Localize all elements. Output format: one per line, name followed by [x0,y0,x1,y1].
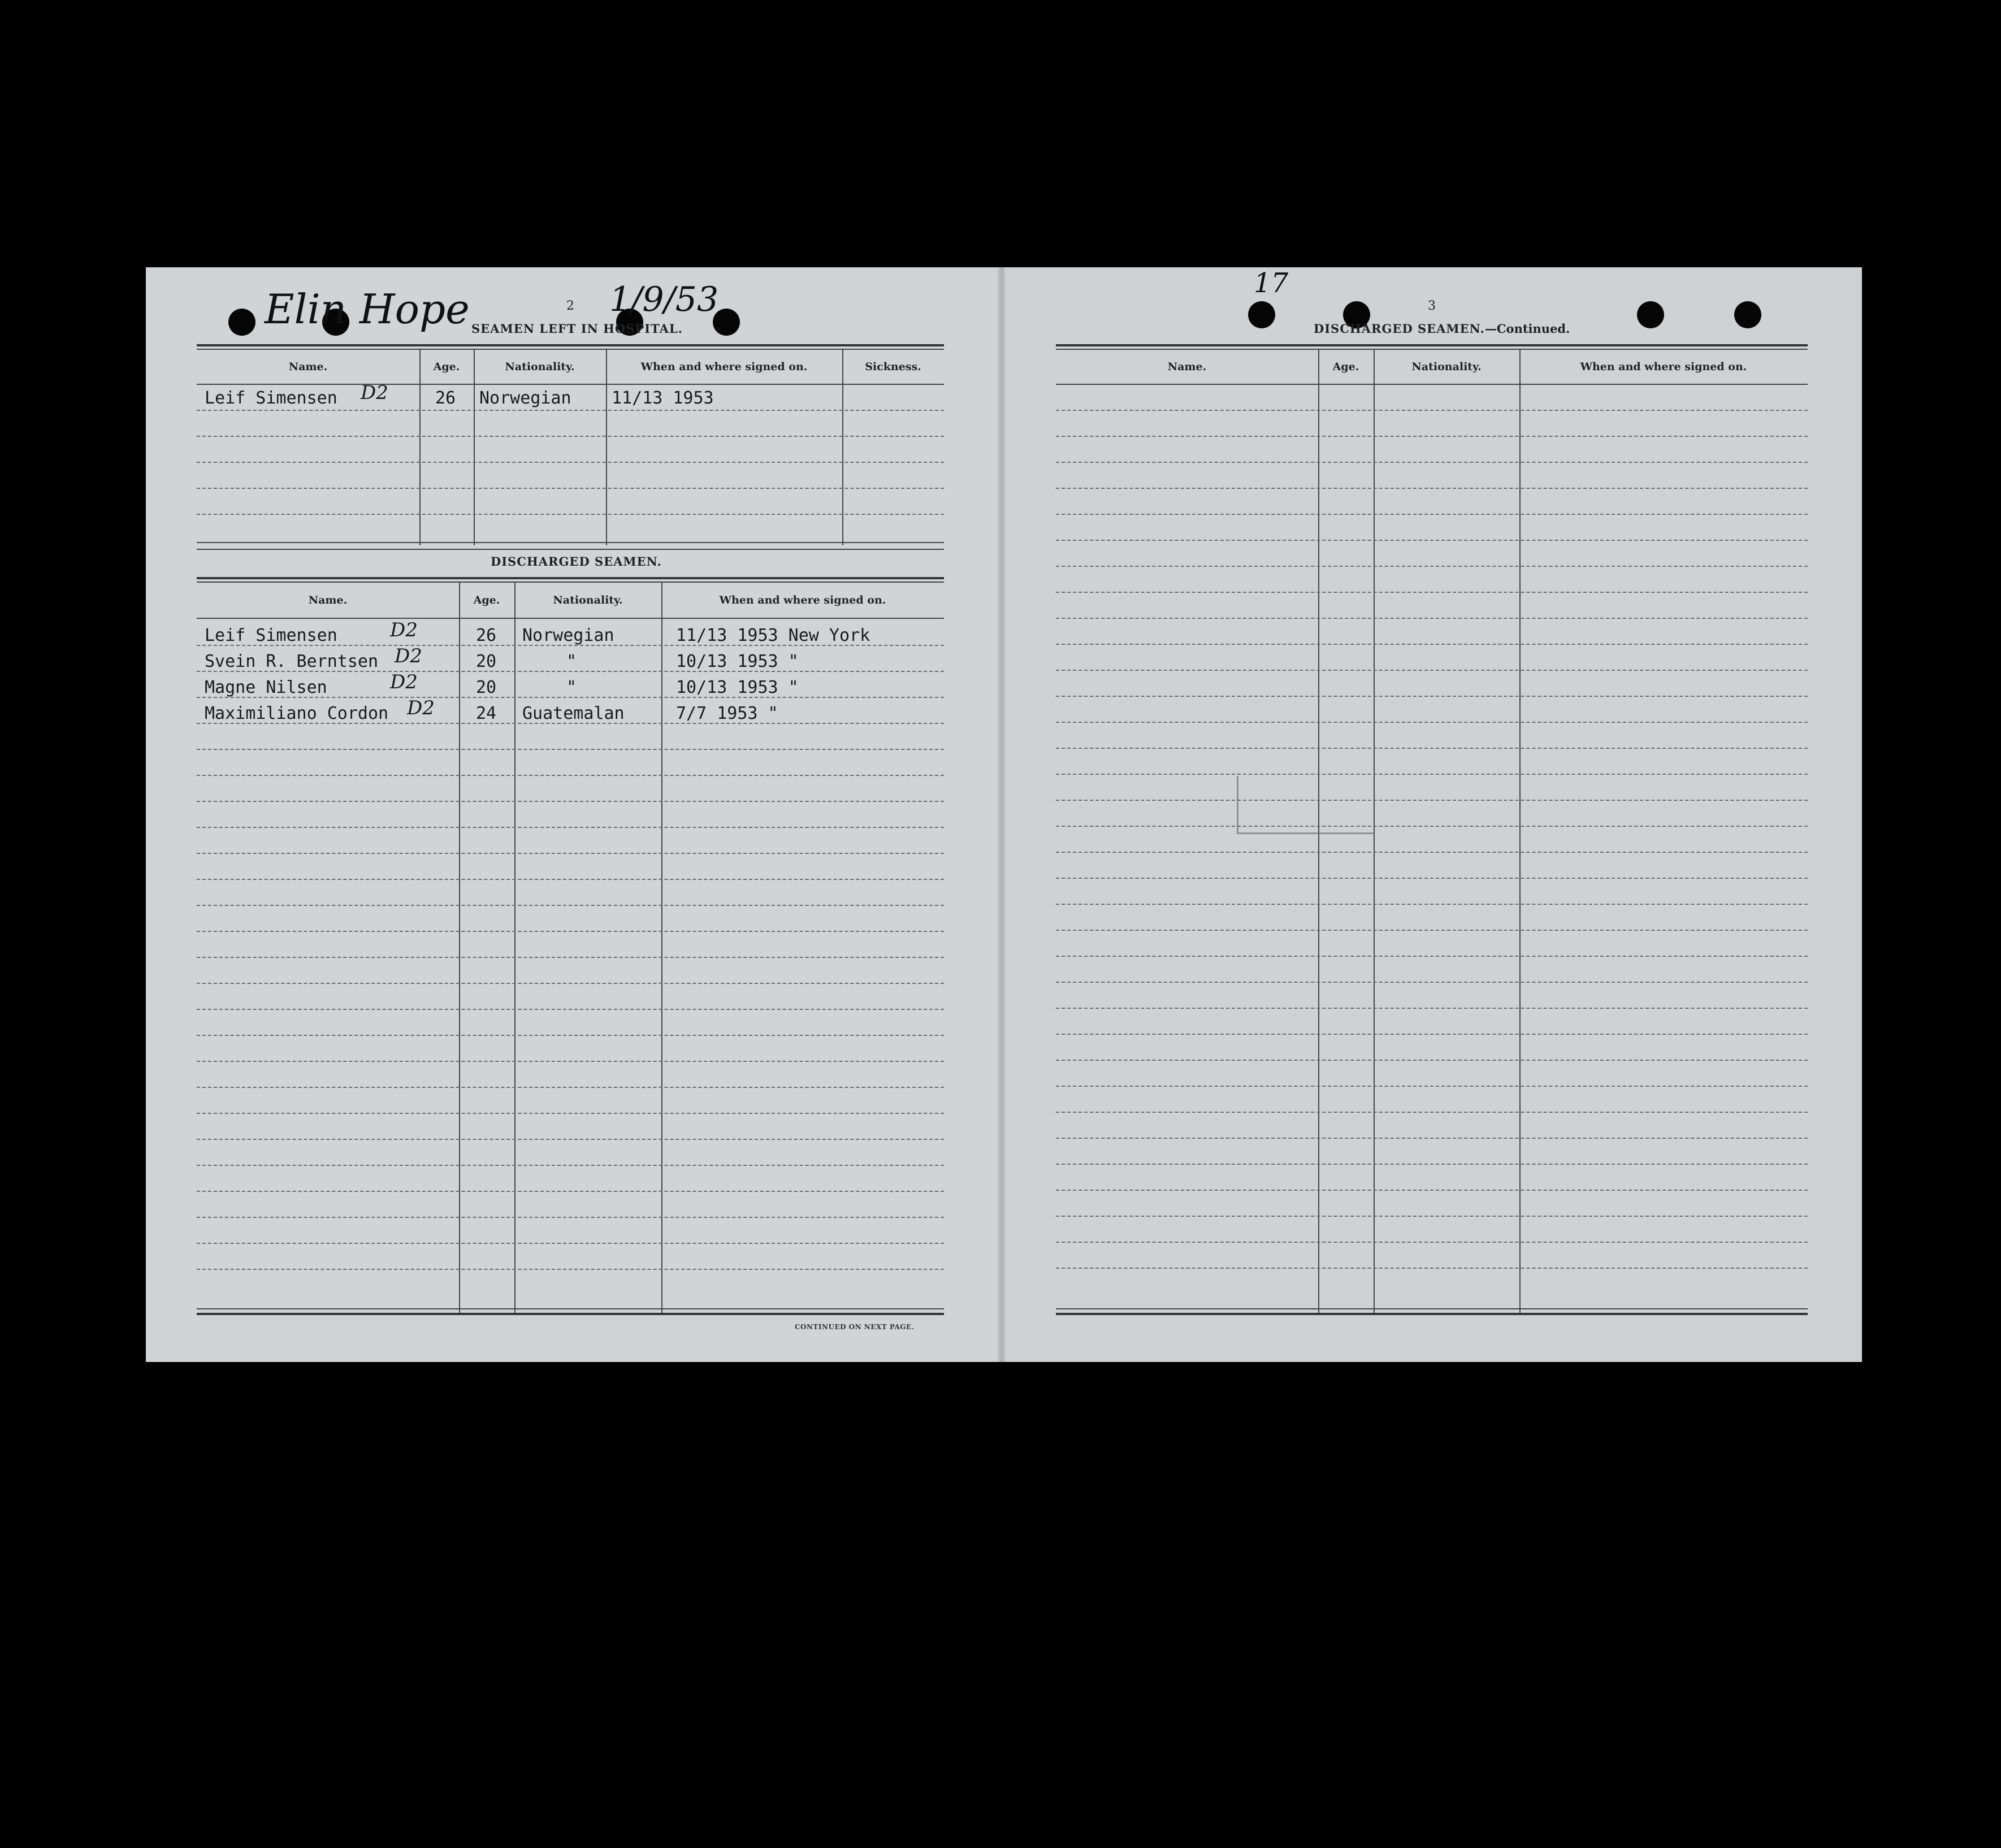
continued-note: CONTINUED ON NEXT PAGE. [795,1323,915,1331]
column-header-signed-on: When and where signed on. [1580,361,1747,373]
column-header-age: Age. [433,361,460,373]
seaman-signed-on: 11/13 1953 [612,388,714,408]
left-page [146,267,1006,1362]
seaman-name: Magne Nilsen [205,678,327,697]
column-header-name: Name. [288,361,328,373]
right-page [1005,267,1862,1362]
punch-hole [228,309,255,336]
seaman-nationality: " [566,678,577,697]
punch-hole [1637,301,1664,328]
seaman-signed-on: 11/13 1953 New York [676,626,870,645]
seaman-nationality: " [566,652,577,671]
seaman-nationality: Guatemalan [522,704,625,723]
column-header-nationality: Nationality. [1411,361,1482,373]
discharged-continued-title: DISCHARGED SEAMEN.—Continued. [1314,322,1570,336]
seaman-age: 26 [435,388,456,408]
hospital-section-title: SEAMEN LEFT IN HOSPITAL. [471,322,683,336]
page-number: 3 [1428,299,1436,313]
column-header-sickness: Sickness. [865,361,921,373]
seaman-name: Leif Simensen [205,388,337,408]
column-header-name: Name. [1167,361,1207,373]
handwritten-mark: D2 [361,381,388,404]
handwritten-number: 17 [1254,267,1289,299]
punch-hole [1248,301,1275,328]
seaman-signed-on: 7/7 1953 " [676,704,778,723]
column-header-age: Age. [473,594,500,606]
column-header-signed-on: When and where signed on. [719,594,886,606]
seaman-age: 24 [476,704,497,723]
column-header-name: Name. [308,594,348,606]
seaman-age: 20 [476,678,497,697]
column-header-age: Age. [1332,361,1359,373]
handwritten-date: 1/9/53 [609,280,719,319]
handwritten-mark: D2 [390,671,418,693]
faint-stamp [1237,776,1374,834]
handwritten-mark: D2 [407,697,435,719]
seaman-signed-on: 10/13 1953 " [676,652,799,671]
column-header-nationality: Nationality. [505,361,575,373]
seaman-name: Svein R. Berntsen [205,652,379,671]
handwritten-mark: D2 [390,619,418,641]
discharged-section-title: DISCHARGED SEAMEN. [491,554,662,569]
seaman-name: Leif Simensen [205,626,337,645]
seaman-nationality: Norwegian [522,626,614,645]
seaman-signed-on: 10/13 1953 " [676,678,799,697]
handwritten-vessel-name: Elin Hope [265,285,470,333]
page-number: 2 [566,299,574,313]
punch-hole [1734,301,1761,328]
seaman-age: 20 [476,652,497,671]
seaman-nationality: Norwegian [479,388,571,408]
column-header-nationality: Nationality. [553,594,623,606]
column-header-signed-on: When and where signed on. [640,361,808,373]
seaman-name: Maximiliano Cordon [205,704,389,723]
page-gutter [998,267,1006,1362]
seaman-age: 26 [476,626,497,645]
handwritten-mark: D2 [395,645,422,667]
